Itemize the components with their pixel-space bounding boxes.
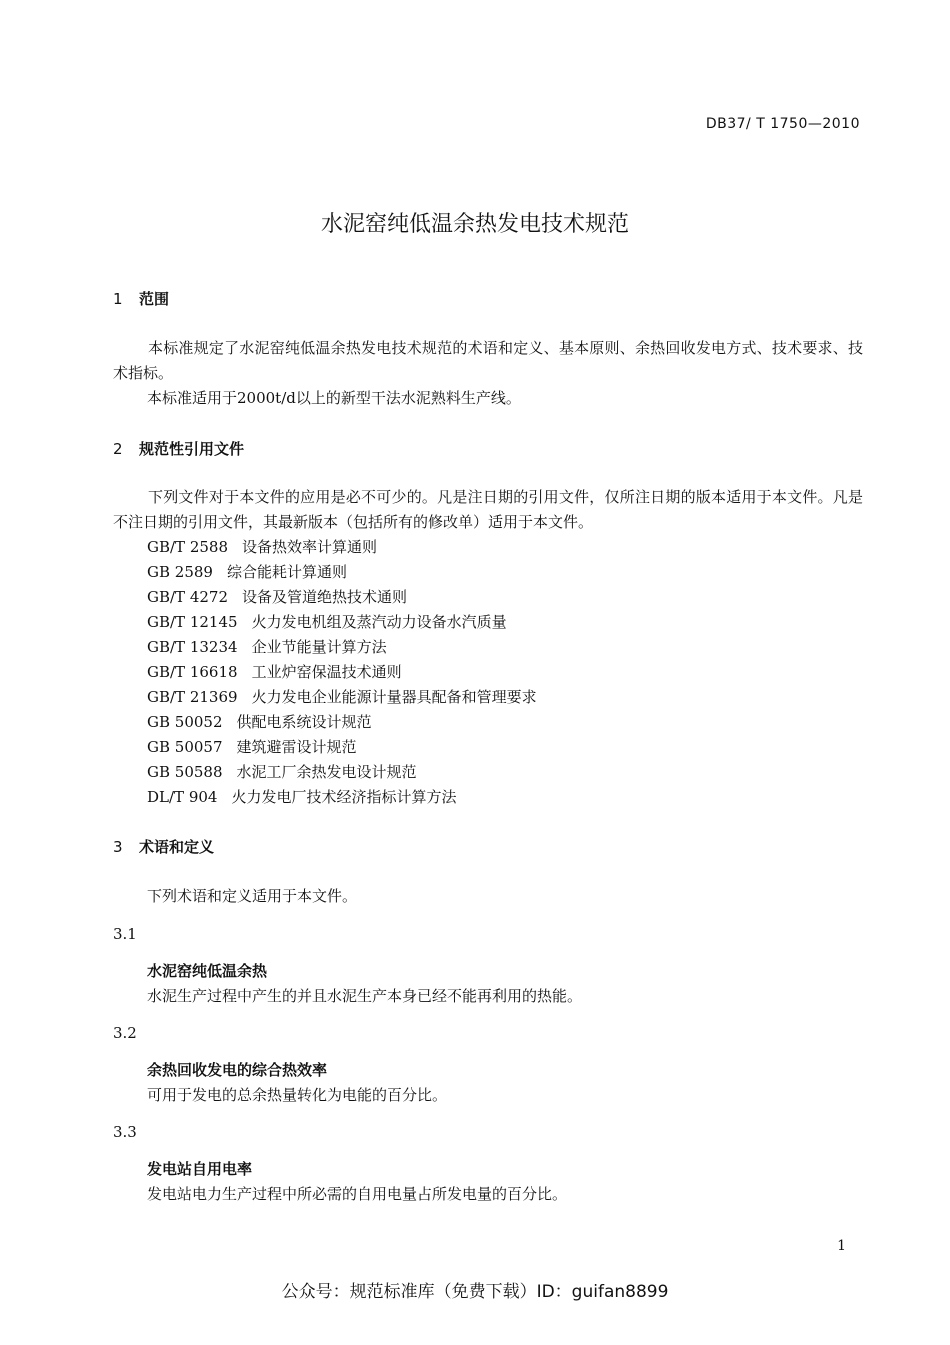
reference-title: 火力发电企业能源计量器具配备和管理要求 xyxy=(251,688,537,706)
term-name: 发电站自用电率 xyxy=(147,1160,253,1178)
reference-item xyxy=(147,761,417,782)
reference-title: 综合能耗计算通则 xyxy=(226,563,347,581)
reference-item xyxy=(147,561,347,582)
reference-item xyxy=(147,736,357,757)
section-number: 2 xyxy=(113,440,123,458)
reference-item xyxy=(147,611,507,632)
reference-code: GB/T 13234 xyxy=(147,638,238,656)
section-3-heading xyxy=(113,836,214,857)
references-intro-paragraph: 下列文件对于本文件的应用是必不可少的。凡是注日期的引用文件，仅所注日期的版本适用于本文件。凡是不注日期的引用文件，其最新版本（包括所有的修改单）适用于本文件。 xyxy=(113,488,863,531)
reference-code: GB/T 2588 xyxy=(147,538,229,556)
reference-title: 企业节能量计算方法 xyxy=(251,638,387,656)
term-definition: 水泥生产过程中产生的并且水泥生产本身已经不能再利用的热能。 xyxy=(147,987,583,1005)
term-number: 3.2 xyxy=(113,1024,137,1042)
reference-title: 工业炉窑保温技术通则 xyxy=(251,663,402,681)
reference-item xyxy=(147,586,407,607)
section-2-heading xyxy=(113,438,244,459)
reference-code: GB 50052 xyxy=(147,713,223,731)
section-title: 规范性引用文件 xyxy=(139,440,245,458)
reference-title: 火力发电机组及蒸汽动力设备水汽质量 xyxy=(251,613,507,631)
section-title: 术语和定义 xyxy=(139,838,215,856)
reference-code: GB/T 12145 xyxy=(147,613,238,631)
reference-title: 供配电系统设计规范 xyxy=(236,713,372,731)
scope-paragraph-1: 本标准规定了水泥窑纯低温余热发电技术规范的术语和定义、基本原则、余热回收发电方式、技术要求、技术指标。 xyxy=(113,339,863,382)
section-1-heading xyxy=(113,288,169,309)
document-title: 水泥窑纯低温余热发电技术规范 xyxy=(320,212,629,237)
footer-watermark: 公众号：规范标准库（免费下载）ID：guifan8899 xyxy=(281,1282,669,1302)
page-number: 1 xyxy=(837,1238,846,1254)
reference-code: GB/T 21369 xyxy=(147,688,238,706)
reference-item xyxy=(147,536,377,557)
section-title: 范围 xyxy=(139,290,170,308)
standard-code: DB37/ T 1750—2010 xyxy=(705,116,860,132)
term-number: 3.1 xyxy=(113,925,137,943)
reference-title: 设备热效率计算通则 xyxy=(242,538,378,556)
term-definition: 发电站电力生产过程中所必需的自用电量占所发电量的百分比。 xyxy=(147,1185,568,1203)
reference-item xyxy=(147,786,456,807)
section-number: 3 xyxy=(113,838,123,856)
reference-title: 水泥工厂余热发电设计规范 xyxy=(236,763,417,781)
reference-title: 火力发电厂技术经济指标计算方法 xyxy=(231,788,457,806)
term-definition: 可用于发电的总余热量转化为电能的百分比。 xyxy=(147,1086,448,1104)
reference-item xyxy=(147,636,387,657)
reference-title: 设备及管道绝热技术通则 xyxy=(242,588,408,606)
terms-intro: 下列术语和定义适用于本文件。 xyxy=(147,887,358,905)
term-name: 水泥窑纯低温余热 xyxy=(147,962,268,980)
reference-code: GB 50057 xyxy=(147,738,223,756)
term-name: 余热回收发电的综合热效率 xyxy=(147,1061,328,1079)
reference-code: GB/T 4272 xyxy=(147,588,229,606)
reference-title: 建筑避雷设计规范 xyxy=(236,738,357,756)
reference-code: DL/T 904 xyxy=(147,788,218,806)
reference-code: GB 50588 xyxy=(147,763,223,781)
reference-code: GB 2589 xyxy=(147,563,213,581)
section-number: 1 xyxy=(113,290,123,308)
reference-item xyxy=(147,711,372,732)
reference-code: GB/T 16618 xyxy=(147,663,238,681)
reference-item xyxy=(147,686,537,707)
scope-paragraph-2: 本标准适用于2000t/d以上的新型干法水泥熟料生产线。 xyxy=(147,389,521,407)
reference-item xyxy=(147,661,402,682)
term-number: 3.3 xyxy=(113,1123,137,1141)
